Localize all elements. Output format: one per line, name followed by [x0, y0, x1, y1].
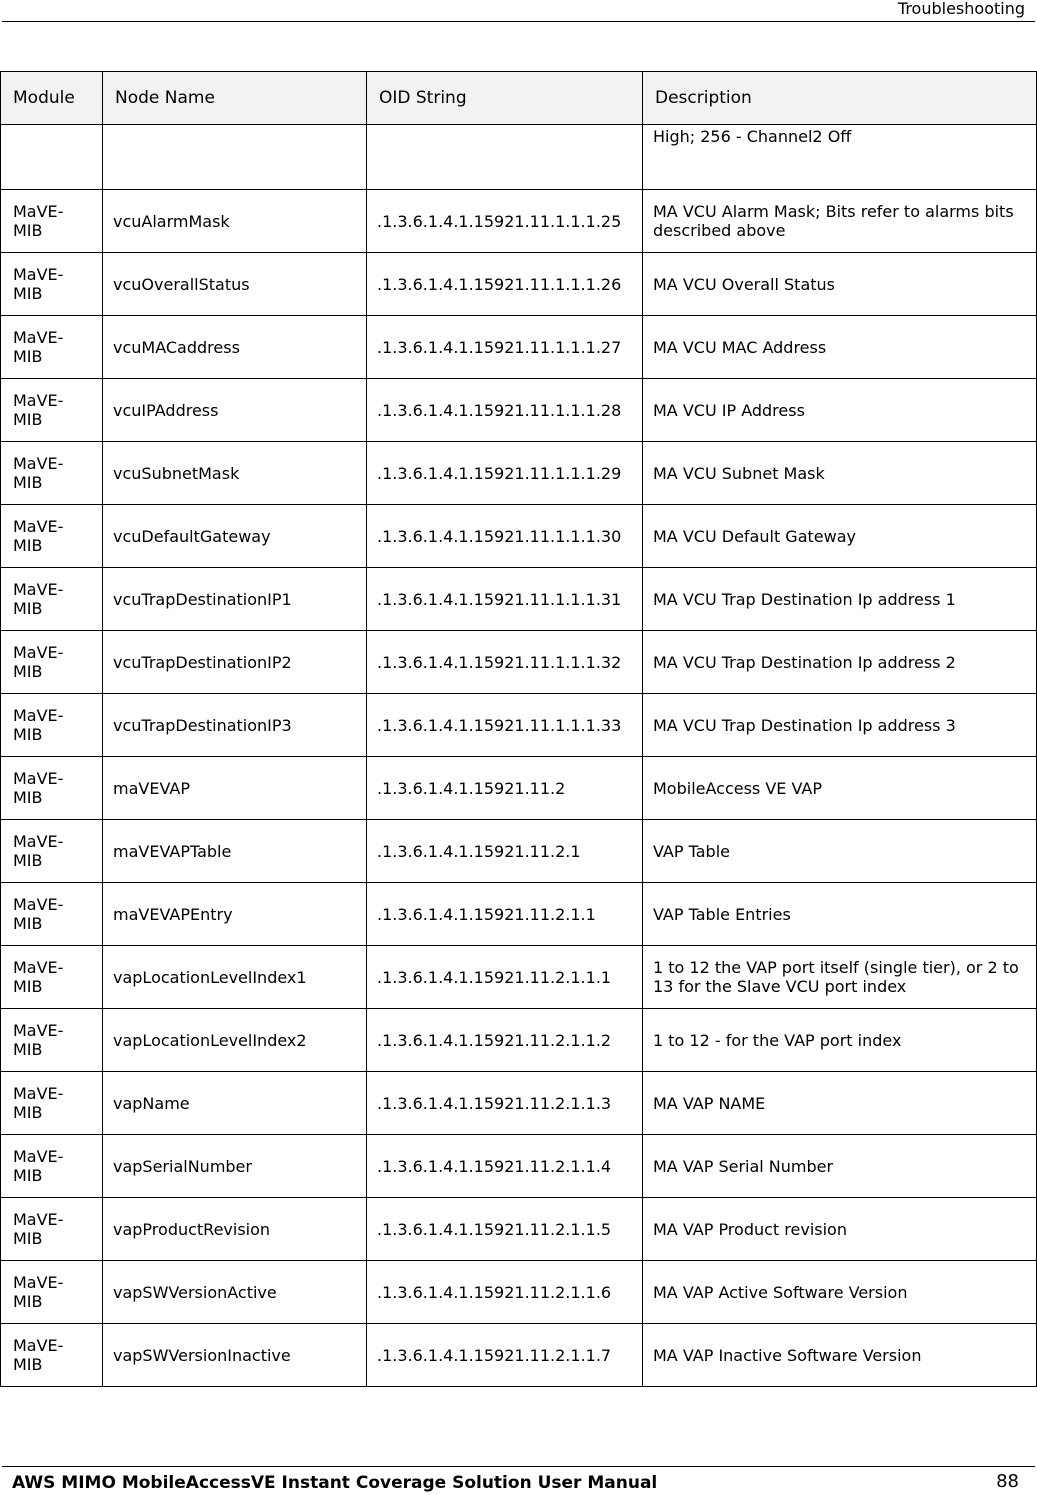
- cell-description: MA VCU Trap Destination Ip address 2: [643, 631, 1037, 694]
- header-divider: [2, 21, 1035, 22]
- cell-description: MA VAP Active Software Version: [643, 1261, 1037, 1324]
- table-row: [1, 757, 1037, 820]
- footer-page-number: 88: [996, 1471, 1019, 1492]
- cell-description: MA VCU MAC Address: [643, 316, 1037, 379]
- cell-module: MaVE-MIB: [1, 946, 103, 1009]
- table-row: [1, 631, 1037, 694]
- cell-module: MaVE-MIB: [1, 1198, 103, 1261]
- cell-node-name: vcuOverallStatus: [103, 253, 367, 316]
- cell-description: MA VCU Alarm Mask; Bits refer to alarms bits described above: [643, 190, 1037, 253]
- cell-oid-string: .1.3.6.1.4.1.15921.11.1.1.1.31: [367, 568, 643, 631]
- cell-oid-string: .1.3.6.1.4.1.15921.11.1.1.1.32: [367, 631, 643, 694]
- cell-module: MaVE-MIB: [1, 253, 103, 316]
- cell-node-name: vapLocationLevelIndex1: [103, 946, 367, 1009]
- cell-description: 1 to 12 - for the VAP port index: [643, 1009, 1037, 1072]
- cell-oid-string: .1.3.6.1.4.1.15921.11.2.1.1.7: [367, 1324, 643, 1387]
- table-row: [1, 1324, 1037, 1387]
- cell-node-name: vcuTrapDestinationIP3: [103, 694, 367, 757]
- cell-node-name: vapLocationLevelIndex2: [103, 1009, 367, 1072]
- footer-divider: [2, 1466, 1035, 1467]
- cell-module: MaVE-MIB: [1, 1009, 103, 1072]
- cell-node-name: vcuIPAddress: [103, 379, 367, 442]
- cell-description: MA VAP Serial Number: [643, 1135, 1037, 1198]
- table-row: [1, 946, 1037, 1009]
- cell-node-name: vcuSubnetMask: [103, 442, 367, 505]
- table-body: [1, 125, 1037, 1387]
- cell-node-name: vapSWVersionInactive: [103, 1324, 367, 1387]
- cell-description: VAP Table: [643, 820, 1037, 883]
- cell-oid-string: .1.3.6.1.4.1.15921.11.2.1: [367, 820, 643, 883]
- cell-oid-string: .1.3.6.1.4.1.15921.11.1.1.1.28: [367, 379, 643, 442]
- cell-module: MaVE-MIB: [1, 757, 103, 820]
- cell-oid-string: [367, 125, 643, 190]
- cell-oid-string: .1.3.6.1.4.1.15921.11.1.1.1.33: [367, 694, 643, 757]
- cell-node-name: vcuTrapDestinationIP2: [103, 631, 367, 694]
- cell-module: MaVE-MIB: [1, 1072, 103, 1135]
- cell-node-name: maVEVAPEntry: [103, 883, 367, 946]
- cell-oid-string: .1.3.6.1.4.1.15921.11.2.1.1.3: [367, 1072, 643, 1135]
- footer-document-title: AWS MIMO MobileAccessVE Instant Coverage Solution User Manual: [12, 1473, 658, 1493]
- table-row: [1, 316, 1037, 379]
- cell-oid-string: .1.3.6.1.4.1.15921.11.2.1.1.5: [367, 1198, 643, 1261]
- cell-description: 1 to 12 the VAP port itself (single tier), or 2 to 13 for the Slave VCU port index: [643, 946, 1037, 1009]
- column-header-oid-string: OID String: [367, 72, 643, 125]
- cell-module: MaVE-MIB: [1, 442, 103, 505]
- oid-table: [0, 71, 1037, 1387]
- table-row: [1, 253, 1037, 316]
- cell-oid-string: .1.3.6.1.4.1.15921.11.2: [367, 757, 643, 820]
- table-row: [1, 694, 1037, 757]
- table-row: [1, 883, 1037, 946]
- cell-module: MaVE-MIB: [1, 883, 103, 946]
- table-row: [1, 190, 1037, 253]
- cell-node-name: vcuTrapDestinationIP1: [103, 568, 367, 631]
- cell-node-name: [103, 125, 367, 190]
- cell-module: MaVE-MIB: [1, 1135, 103, 1198]
- cell-module: MaVE-MIB: [1, 631, 103, 694]
- table-row: [1, 568, 1037, 631]
- table-row-continued: [1, 125, 1037, 190]
- table-row: [1, 1135, 1037, 1198]
- cell-oid-string: .1.3.6.1.4.1.15921.11.2.1.1: [367, 883, 643, 946]
- cell-oid-string: .1.3.6.1.4.1.15921.11.2.1.1.4: [367, 1135, 643, 1198]
- cell-oid-string: .1.3.6.1.4.1.15921.11.1.1.1.29: [367, 442, 643, 505]
- cell-description: MobileAccess VE VAP: [643, 757, 1037, 820]
- cell-module: MaVE-MIB: [1, 379, 103, 442]
- table-row: [1, 1009, 1037, 1072]
- cell-oid-string: .1.3.6.1.4.1.15921.11.1.1.1.25: [367, 190, 643, 253]
- cell-module: MaVE-MIB: [1, 316, 103, 379]
- cell-oid-string: .1.3.6.1.4.1.15921.11.1.1.1.27: [367, 316, 643, 379]
- cell-module: MaVE-MIB: [1, 190, 103, 253]
- cell-description: MA VCU Subnet Mask: [643, 442, 1037, 505]
- cell-description: VAP Table Entries: [643, 883, 1037, 946]
- table-row: [1, 820, 1037, 883]
- cell-node-name: maVEVAP: [103, 757, 367, 820]
- cell-description: MA VCU IP Address: [643, 379, 1037, 442]
- table-row: [1, 1261, 1037, 1324]
- table-row: [1, 505, 1037, 568]
- cell-module: MaVE-MIB: [1, 1324, 103, 1387]
- cell-description: MA VAP Inactive Software Version: [643, 1324, 1037, 1387]
- cell-module: MaVE-MIB: [1, 1261, 103, 1324]
- cell-module: [1, 125, 103, 190]
- cell-module: MaVE-MIB: [1, 694, 103, 757]
- table-row: [1, 379, 1037, 442]
- cell-description: High; 256 - Channel2 Off: [643, 125, 1037, 190]
- table-row: [1, 1072, 1037, 1135]
- cell-oid-string: .1.3.6.1.4.1.15921.11.2.1.1.2: [367, 1009, 643, 1072]
- page-header-title: Troubleshooting: [897, 0, 1025, 18]
- cell-description: MA VCU Trap Destination Ip address 3: [643, 694, 1037, 757]
- cell-description: MA VCU Default Gateway: [643, 505, 1037, 568]
- cell-node-name: vapSWVersionActive: [103, 1261, 367, 1324]
- cell-node-name: vcuDefaultGateway: [103, 505, 367, 568]
- table-row: [1, 442, 1037, 505]
- cell-description: MA VAP Product revision: [643, 1198, 1037, 1261]
- column-header-node-name: Node Name: [103, 72, 367, 125]
- cell-description: MA VCU Trap Destination Ip address 1: [643, 568, 1037, 631]
- cell-node-name: vcuMACaddress: [103, 316, 367, 379]
- cell-description: MA VCU Overall Status: [643, 253, 1037, 316]
- cell-module: MaVE-MIB: [1, 568, 103, 631]
- table-row: [1, 1198, 1037, 1261]
- table-header-row: [1, 72, 1037, 125]
- cell-oid-string: .1.3.6.1.4.1.15921.11.2.1.1.6: [367, 1261, 643, 1324]
- cell-description: MA VAP NAME: [643, 1072, 1037, 1135]
- column-header-description: Description: [643, 72, 1037, 125]
- column-header-module: Module: [1, 72, 103, 125]
- cell-oid-string: .1.3.6.1.4.1.15921.11.1.1.1.26: [367, 253, 643, 316]
- cell-node-name: vapSerialNumber: [103, 1135, 367, 1198]
- cell-node-name: maVEVAPTable: [103, 820, 367, 883]
- cell-node-name: vapName: [103, 1072, 367, 1135]
- cell-module: MaVE-MIB: [1, 505, 103, 568]
- cell-node-name: vcuAlarmMask: [103, 190, 367, 253]
- cell-module: MaVE-MIB: [1, 820, 103, 883]
- cell-oid-string: .1.3.6.1.4.1.15921.11.2.1.1.1: [367, 946, 643, 1009]
- cell-oid-string: .1.3.6.1.4.1.15921.11.1.1.1.30: [367, 505, 643, 568]
- cell-node-name: vapProductRevision: [103, 1198, 367, 1261]
